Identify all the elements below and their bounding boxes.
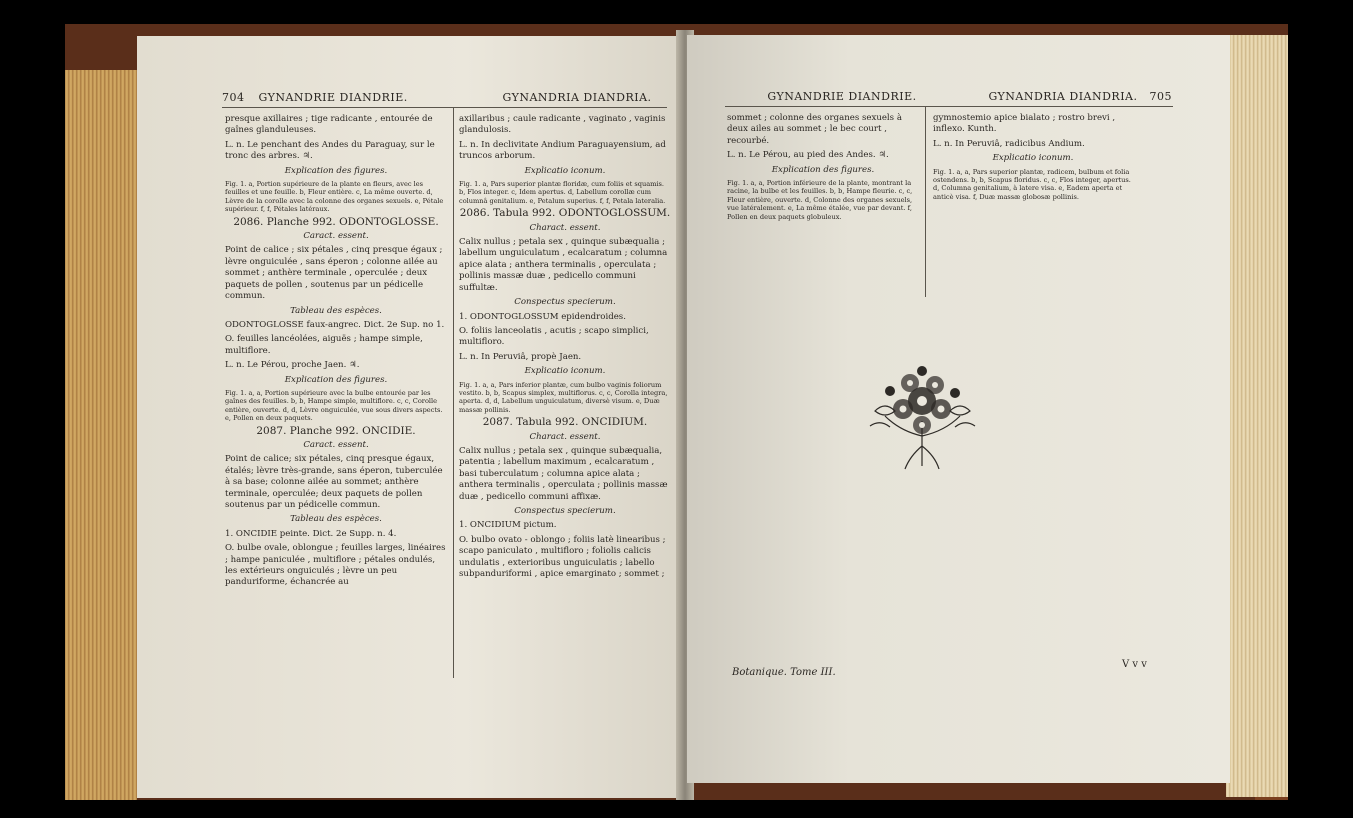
- french-column: [727, 113, 919, 224]
- section-heading: Explication des figures.: [284, 165, 388, 176]
- section-heading: Explicatio iconum.: [992, 153, 1074, 164]
- header-rule: [222, 107, 667, 108]
- section-heading: Explication des figures.: [284, 374, 388, 385]
- footer-signature-mark: V v v: [1122, 659, 1147, 670]
- running-header-fr: GYNANDRIE DIANDRIE.: [258, 91, 408, 104]
- figure-explanation: Fig. 1. a, a, Portion inférieure de la plante, montrant la racine, la bulbe et les feuilles. b, b, Hampe fleurie. c, c, Fleur entière, ouverte. d, Colonne des organes sexuels, vue latéralement. e, La même étalée, vue par devant. f, Pollen en deux paquets globuleux.: [727, 179, 913, 221]
- section-heading: Caract. essent.: [303, 439, 369, 450]
- genus-heading: 2086. Tabula 992. ODONTOGLOSSUM.: [459, 207, 671, 220]
- section-heading: Conspectus specierum.: [514, 297, 616, 308]
- figure-explanation: Fig. 1. a, a, Portion supérieure avec la bulbe entourée par les gaînes des feuilles. b, b, Hampe simple, multiflore. c, c, Corolle entière, ouverte. d, d, Lèvre onguiculée, vue sous divers aspects. e, Pollen en deux paquets.: [225, 388, 443, 423]
- figure-explanation: Fig. 1. a, a, Pars inferior plantæ, cum bulbo vaginis foliorum vestito. b, b, Scapus simplex, multiflorus. c, c, Corolla integra, aperta. d, d, Labellum unguiculatum, diversè visum. e, Duæ massæ pollinis.: [459, 380, 668, 414]
- right-page: [687, 35, 1230, 783]
- section-heading: Charact. essent.: [529, 431, 601, 442]
- paragraph: O. feuilles lancéolées, aiguës ; hampe simple, multiflore.: [225, 334, 423, 356]
- right-page-fr-header-block: [727, 91, 957, 102]
- running-header-la: GYNANDRIA DIANDRIA.: [988, 90, 1138, 103]
- paragraph: ODONTOGLOSSE faux-angrec. Dict. 2e Sup. no 1.: [225, 319, 445, 330]
- paragraph: O. bulbo ovato - oblongo ; foliis latè linearibus ; scapo paniculato , multifloro ; foliolis calicis undulatis , exterioribus unguiculatis ; labello subpanduriformi , apice emarginato ; sommet ;: [459, 534, 666, 580]
- running-header-fr: GYNANDRIE DIANDRIE.: [767, 90, 917, 103]
- section-heading: Charact. essent.: [529, 222, 601, 233]
- genus-heading: 2086. Planche 992. ODONTOGLOSSE.: [233, 215, 439, 228]
- floral-vignette-ornament: [865, 361, 980, 471]
- genus-heading: 2087. Planche 992. ONCIDIE.: [256, 424, 416, 437]
- section-heading: Explicatio iconum.: [524, 165, 606, 176]
- genus-heading: 2087. Tabula 992. ONCIDIUM.: [482, 416, 648, 429]
- paragraph: 1. ONCIDIUM pictum.: [459, 520, 557, 531]
- figure-explanation: Fig. 1. a, Portion supérieure de la plante en fleurs, avec les feuilles et une feuille. b, Fleur entière. c, La même ouverte. d, Lèvre de la corolle avec la colonne des organes sexuels. e, Pétale supérieur. f, f, Pétales latéraux.: [225, 180, 444, 214]
- paragraph: L. n. In Peruviâ, propè Jaen.: [459, 351, 582, 362]
- paragraph: L. n. Le Pérou, proche Jaen. ♃.: [225, 360, 360, 371]
- running-header-la: GYNANDRIA DIANDRIA.: [502, 91, 652, 104]
- paragraph: axillaribus ; caule radicante , vaginato , vaginis glandulosis.: [459, 114, 666, 136]
- paragraph: Point de calice ; six pétales , cinq presque égaux ; lèvre onguiculée , sans éperon ; colonne ailée au sommet ; anthère terminale , operculée ; deux paquets de pollen , soutenus par un pédicelle commun.: [225, 245, 443, 302]
- paragraph: L. n. In Peruviâ, radicibus Andium.: [933, 138, 1085, 149]
- column-divider: [453, 108, 454, 678]
- figure-explanation: Fig. 1. a, a, Pars superior plantæ, radicem, bulbum et folia ostendens. b, b, Scapus floridus. c, c, Flos integer, apertus. d, Columna genitalium, à latere visa. e, Eadem aperta et anticè visa. f, Duæ massæ globosæ pollinis.: [933, 167, 1131, 201]
- paragraph: presque axillaires ; tige radicante , entourée de gaînes glanduleuses.: [225, 114, 433, 136]
- left-page-la-header-block: [477, 92, 677, 103]
- paragraph: sommet ; colonne des organes sexuels à deux ailes au sommet ; le bec court , recourbé.: [727, 113, 902, 146]
- latin-column: [459, 114, 671, 583]
- paragraph: Calix nullus ; petala sex , quinque subæqualia, patentia ; labellum maximum , ecalcaratum , basi tuberculatum ; columna apice alata ; anthera terminalis , operculata ; pollinis massæ duæ , pedicello communi affixæ.: [459, 445, 668, 502]
- paragraph: L. n. Le penchant des Andes du Paraguay, sur le tronc des arbres. ♃.: [225, 139, 435, 162]
- right-page-la-header-block: [952, 91, 1172, 102]
- paragraph: gymnostemio apice bialato ; rostro brevi , inflexo. Kunth.: [933, 113, 1116, 135]
- figure-explanation: Fig. 1. a, Pars superior plantæ floridæ, cum foliis et squamis. b, Flos integer. c, Idem apertus. d, Labellum corollæ cum columnâ genitalium. e, Petalum superius. f, f, Petala lateralia.: [459, 180, 666, 205]
- left-page: [137, 36, 685, 798]
- column-divider: [925, 107, 926, 297]
- paragraph: 1. ODONTOGLOSSUM epidendroides.: [459, 311, 626, 322]
- section-heading: Explication des figures.: [771, 164, 875, 175]
- left-fore-edge: [65, 70, 137, 800]
- paragraph: O. foliis lanceolatis , acutis ; scapo simplici, multifloro.: [459, 325, 649, 348]
- section-heading: Conspectus specierum.: [514, 506, 616, 516]
- footer-volume: Botanique. Tome III.: [732, 667, 836, 678]
- header-rule: [725, 106, 1173, 107]
- paragraph: L. n. In declivitate Andium Paraguayensium, ad truncos arborum.: [459, 139, 666, 162]
- paragraph: L. n. Le Pérou, au pied des Andes. ♃.: [727, 150, 889, 161]
- left-page-fr-header-block: [222, 92, 452, 103]
- french-column: [225, 114, 447, 592]
- section-heading: Tableau des espèces.: [290, 305, 382, 316]
- latin-column: [933, 113, 1133, 204]
- paragraph: Point de calice; six pétales, cinq presque égaux, étalés; lèvre très-grande, sans éperon, tuberculée à sa base; colonne ailée au sommet; anthère terminale, operculée; deux paquets de pollen soutenus par un pédicelle commun.: [225, 454, 443, 510]
- paragraph: O. bulbe ovale, oblongue ; feuilles larges, linéaires ; hampe paniculée , multiflore ; pétales ondulés, les extérieurs onguiculés ; lèvre un peu panduriforme, échancrée au: [225, 543, 446, 588]
- section-heading: Caract. essent.: [303, 231, 369, 242]
- page-number: 704: [222, 91, 245, 104]
- right-fore-edge: [1226, 35, 1288, 797]
- section-heading: Tableau des espèces.: [290, 514, 382, 525]
- paragraph: 1. ONCIDIE peinte. Dict. 2e Supp. n. 4.: [225, 528, 397, 539]
- section-heading: Explicatio iconum.: [524, 366, 606, 377]
- page-number: 705: [1149, 90, 1172, 103]
- paragraph: Calix nullus ; petala sex , quinque subæqualia ; labellum unguiculatum , ecalcaratum ; columna apice alata ; anthera terminalis , operculata ; pollinis massæ duæ , pedicello communi suffultæ.: [459, 237, 668, 293]
